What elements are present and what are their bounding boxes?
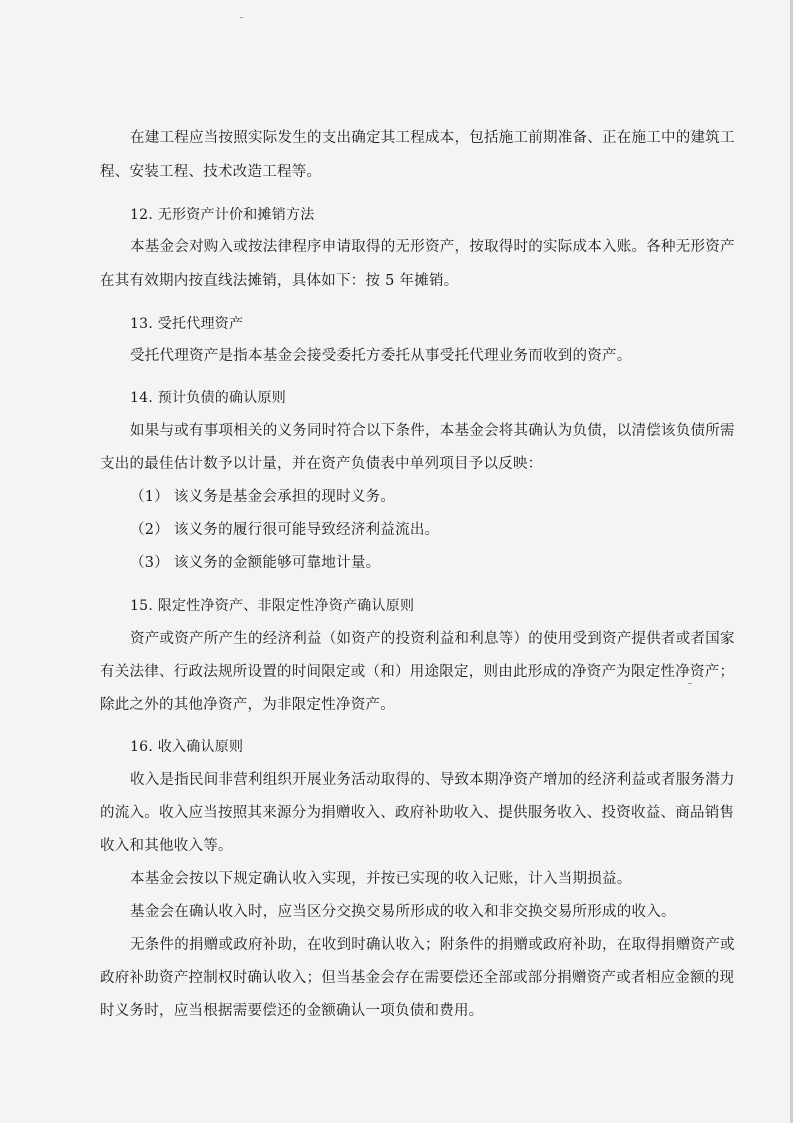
- paragraph-line: 无条件的捐赠或政府补助，在收到时确认收入；附条件的捐赠或政府补助，在取得捐赠资产或: [130, 937, 735, 953]
- paragraph-line: 收入和其他收入等。: [100, 838, 233, 854]
- paragraph-line: 支出的最佳估计数予以计量，并在资产负债表中单列项目予以反映：: [100, 456, 543, 472]
- condition-item: （2） 该义务的履行很可能导致经济利益流出。: [130, 522, 440, 538]
- condition-item: （3） 该义务的金额能够可靠地计量。: [130, 555, 381, 571]
- paragraph-line: 收入是指民间非营利组织开展业务活动取得的、导致本期净资产增加的经济利益或者服务潜力: [130, 772, 735, 788]
- section-heading: 12. 无形资产计价和摊销方法: [130, 207, 315, 223]
- paragraph-line: 政府补助资产控制权时确认收入；但当基金会存在需要偿还全部或部分捐赠资产或者相应金额的现: [100, 970, 735, 986]
- paragraph-line: 有关法律、行政法规所设置的时间限定或（和）用途限定，则由此形成的净资产为限定性净资产；: [100, 664, 735, 680]
- section-heading: 16. 收入确认原则: [130, 739, 244, 755]
- paragraph-line: 程、安装工程、技术改造工程等。: [100, 164, 322, 180]
- paragraph-line: 的流入。收入应当按照其来源分为捐赠收入、政府补助收入、提供服务收入、投资收益、商品销售: [100, 805, 735, 821]
- paragraph-line: 在其有效期内按直线法摊销，具体如下：按 5 年摊销。: [100, 273, 459, 289]
- paragraph-line: 基金会在确认收入时，应当区分交换交易所形成的收入和非交换交易所形成的收入。: [130, 904, 676, 920]
- paragraph-line: 除此之外的其他净资产，为非限定性净资产。: [100, 697, 395, 713]
- section-heading: 15. 限定性净资产、非限定性净资产确认原则: [130, 598, 415, 614]
- condition-item: （1） 该义务是基金会承担的现时义务。: [130, 489, 396, 505]
- paragraph-line: 时义务时，应当根据需要偿还的金额确认一项负债和费用。: [100, 1003, 484, 1019]
- paragraph-line: 在建工程应当按照实际发生的支出确定其工程成本，包括施工前期准备、正在施工中的建筑工: [130, 130, 735, 146]
- paragraph-line: 如果与或有事项相关的义务同时符合以下条件，本基金会将其确认为负债，以清偿该负债所需: [130, 423, 735, 439]
- paragraph-line: 本基金会对购入或按法律程序申请取得的无形资产，按取得时的实际成本入账。各种无形资产: [130, 239, 735, 255]
- section-heading: 14. 预计负债的确认原则: [130, 390, 286, 406]
- paragraph-line: 资产或资产所产生的经济利益（如资产的投资利益和利息等）的使用受到资产提供者或者国家: [130, 631, 735, 647]
- paragraph-line: 受托代理资产是指本基金会接受委托方委托从事受托代理业务而收到的资产。: [130, 348, 632, 364]
- paragraph-line: 本基金会按以下规定确认收入实现，并按已实现的收入记账，计入当期损益。: [130, 871, 632, 887]
- section-heading: 13. 受托代理资产: [130, 316, 244, 332]
